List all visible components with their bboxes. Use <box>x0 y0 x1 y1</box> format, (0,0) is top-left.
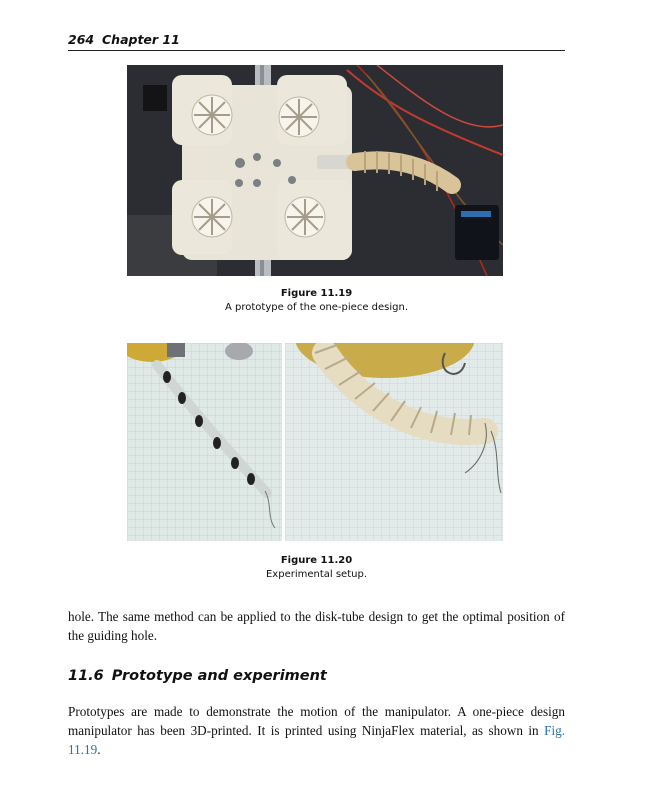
figure-11-20-left-photo <box>127 343 282 541</box>
chapter-title: Chapter 11 <box>102 32 180 47</box>
section-heading <box>68 668 327 684</box>
figure-caption-text: Experimental setup. <box>265 569 367 580</box>
paragraph-continuation: hole. The same method can be applied to the disk-tube design to get the optimal position of the guiding hole. <box>68 609 565 643</box>
figure-11-20-right-photo <box>285 343 503 541</box>
paragraph-text: Prototypes are made to demonstrate the motion of the manipulator. A one-piece design manipulator has been 3D-printed. It is printed using NinjaFlex material, as shown in <box>68 704 565 738</box>
paragraph-prototype <box>68 702 565 759</box>
figure-11-19-photo <box>127 65 503 276</box>
section-title-text: Prototype and experiment <box>111 668 327 684</box>
page-number: 264 <box>68 32 95 47</box>
figure-reference-link[interactable]: Fig. 11.19 <box>68 723 565 757</box>
figure-11-20-caption <box>68 554 565 582</box>
figure-label: Figure 11.19 <box>280 288 353 299</box>
figure-caption-text: A prototype of the one-piece design. <box>224 302 409 313</box>
paragraph-end: . <box>97 742 101 757</box>
running-header <box>68 30 565 51</box>
figure-11-19-caption <box>68 287 565 315</box>
figure-label: Figure 11.20 <box>280 555 353 566</box>
section-number: 11.6 <box>68 668 104 684</box>
